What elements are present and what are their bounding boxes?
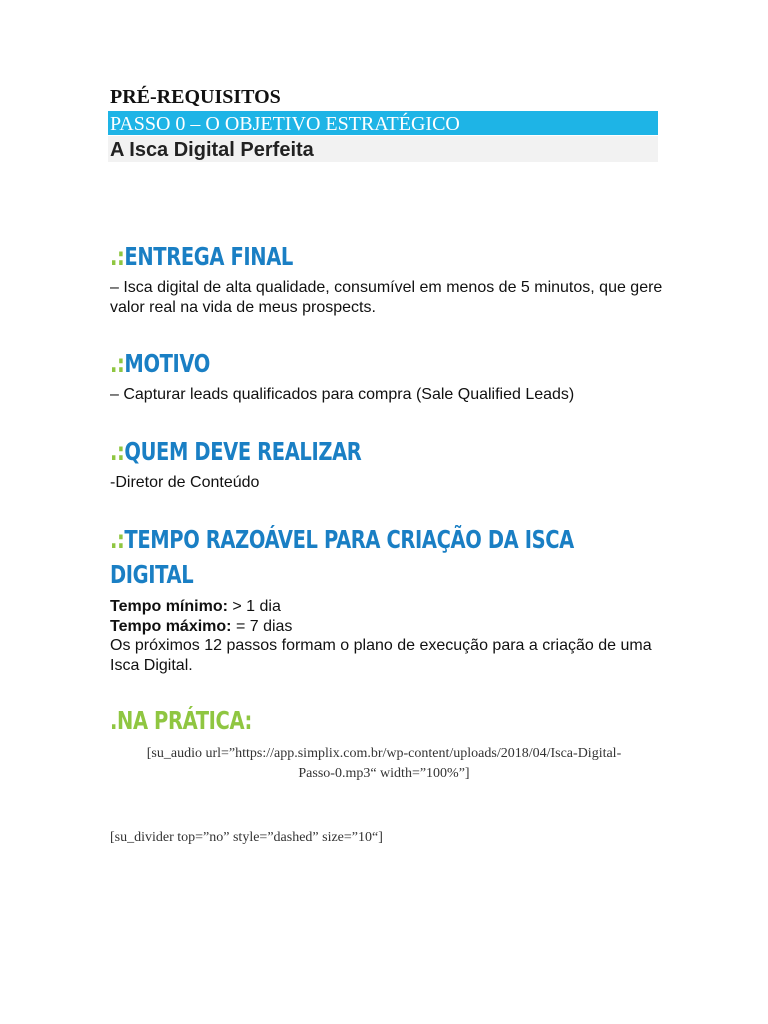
section-heading-motivo <box>110 349 210 378</box>
heading-text: QUEM DEVE REALIZAR <box>124 437 362 466</box>
page-subtitle: A Isca Digital Perfeita <box>108 136 658 162</box>
heading-prefix: .: <box>110 525 125 554</box>
step-banner: PASSO 0 – O OBJETIVO ESTRATÉGICO <box>108 111 658 135</box>
audio-shortcode <box>110 744 658 784</box>
audio-shortcode-line1: [su_audio url=”https://app.simplix.com.br/wp-content/uploads/2018/04/Isca-Digital- <box>146 746 622 761</box>
time-min-label: Tempo mínimo: <box>110 598 228 615</box>
heading-prefix: .: <box>110 242 125 271</box>
section-heading-quem <box>110 437 361 466</box>
section-heading-tempo-line2: DIGITAL <box>110 560 194 589</box>
heading-text: MOTIVO <box>124 349 210 378</box>
divider-shortcode: [su_divider top=”no” style=”dashed” size=”10“] <box>110 830 383 845</box>
time-max-label: Tempo máximo: <box>110 618 232 635</box>
heading-text: TEMPO RAZOÁVEL PARA CRIAÇÃO DA ISCA <box>124 525 574 554</box>
time-min-line <box>110 597 670 617</box>
heading-text: ENTREGA FINAL <box>124 242 293 271</box>
audio-shortcode-line2: Passo-0.mp3“ width=”100%”] <box>298 766 470 781</box>
section-heading-tempo <box>110 525 574 554</box>
time-max-line <box>110 617 670 637</box>
prerequisites-label: PRÉ-REQUISITOS <box>110 86 281 108</box>
heading-prefix: .: <box>110 437 125 466</box>
section-heading-entrega <box>110 242 293 271</box>
time-max-value: = 7 dias <box>231 618 293 635</box>
section-text-motivo: – Capturar leads qualificados para compra (Sale Qualified Leads) <box>110 386 575 403</box>
section-text-tempo: Os próximos 12 passos formam o plano de execução para a criação de uma Isca Digital. <box>110 637 652 674</box>
heading-prefix: .: <box>110 349 125 378</box>
time-min-value: > 1 dia <box>227 598 281 615</box>
section-text-entrega: – Isca digital de alta qualidade, consumível em menos de 5 minutos, que gere valor real na vida de meus prospects. <box>110 279 663 316</box>
section-heading-pratica: .NA PRÁTICA: <box>110 706 252 735</box>
section-text-quem: -Diretor de Conteúdo <box>110 474 260 491</box>
